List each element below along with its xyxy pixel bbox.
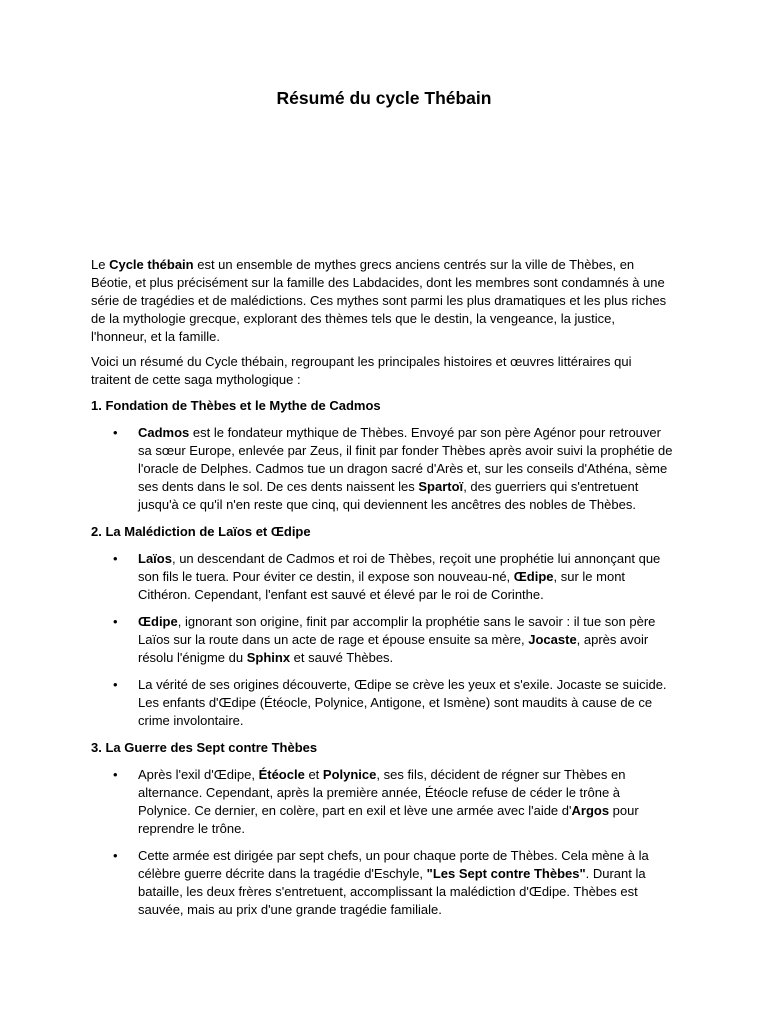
- text-run: , ses fils, décident de régner sur Thèbes en alternance. Cependant, après la première année, Étéocle refuse de céder le trône à Polynice. Ce dernier, en colère, part en exil et lève une armée avec l'aide d': [138, 767, 626, 818]
- text-run: est le fondateur mythique de Thèbes. Envoyé par son père Agénor pour retrouver sa sœur Europe, enlevée par Zeus, il finit par fonder Thèbes après avoir suivi la prophétie de l'oracle de Delphes. Cadmos tue un dragon sacré d'Arès et, sur les conseils d'Athéna, sème ses dents dans le sol. De ces dents naissent les: [138, 425, 673, 494]
- text-run: Après l'exil d'Œdipe,: [138, 767, 259, 782]
- section-heading: 1. Fondation de Thèbes et le Mythe de Cadmos: [91, 398, 381, 413]
- text-run: . Durant la bataille, les deux frères s'entretuent, accomplissant la malédiction d'Œdipe. Thèbes est sauvée, mais au prix d'une grande tragédie familiale.: [138, 866, 646, 917]
- list-item: [91, 550, 673, 604]
- text-run: pour reprendre le trône.: [138, 803, 639, 836]
- bullet-icon: •: [113, 425, 118, 440]
- bold-text: Cadmos: [138, 425, 190, 440]
- text-run: Cette armée est dirigée par sept chefs, un pour chaque porte de Thèbes. Cela mène à la célèbre guerre décrite dans la tragédie d'Eschyle,: [138, 848, 649, 881]
- intro-paragraph-2: Voici un résumé du Cycle thébain, regroupant les principales histoires et œuvres littéraires qui traitent de cette saga mythologique :: [91, 354, 632, 387]
- text-run: Le: [91, 257, 110, 272]
- section-heading: 2. La Malédiction de Laïos et Œdipe: [91, 524, 311, 539]
- list-item: [91, 613, 673, 667]
- bold-text: Spartoï: [418, 479, 464, 494]
- text-run: et: [304, 767, 323, 782]
- bullet-list: [91, 766, 673, 919]
- text-run: est un ensemble de mythes grecs anciens centrés sur la ville de Thèbes, en Béotie, et plus précisément sur la famille des Labdacides, dont les membres sont condamnés à une série de tragédies et de malédictions. Ces mythes sont parmi les plus dramatiques et les plus riches de la mythologie grecque, explorant des thèmes tels que le destin, la vengeance, la justice, l'honneur, et la famille.: [91, 257, 667, 344]
- text-run: La vérité de ses origines découverte, Œdipe se crève les yeux et s'exile. Jocaste se suicide. Les enfants d'Œdipe (Étéocle, Polynice, Antigone, et Ismène) sont maudits à cause de ce crime involontaire.: [138, 677, 667, 728]
- bold-text: Sphinx: [246, 650, 291, 665]
- text-run: , après avoir résolu l'énigme du: [138, 632, 649, 665]
- bullet-list: [91, 550, 673, 730]
- bold-text: Œdipe: [513, 569, 554, 584]
- bold-text: Polynice: [322, 767, 377, 782]
- bold-text: Laïos: [138, 551, 172, 566]
- bullet-icon: •: [113, 551, 118, 566]
- text-run: , ignorant son origine, finit par accomplir la prophétie sans le savoir : il tue son père Laïos sur la route dans un acte de rage et épouse ensuite sa mère,: [138, 614, 656, 647]
- section-heading: 3. La Guerre des Sept contre Thèbes: [91, 740, 318, 755]
- bullet-icon: •: [113, 848, 118, 863]
- bullet-icon: •: [113, 614, 118, 629]
- bullet-list: [91, 424, 673, 514]
- bold-text: Œdipe: [138, 614, 178, 629]
- bold-text: Jocaste: [528, 632, 577, 647]
- text-run: , des guerriers qui s'entretuent jusqu'à ce qu'il n'en reste que cinq, qui deviennent les ancêtres des nobles de Thèbes.: [138, 479, 639, 512]
- text-run: , sur le mont Cithéron. Cependant, l'enfant est sauvé et élevé par le roi de Corinthe.: [138, 569, 626, 602]
- intro-paragraph: [91, 256, 673, 346]
- document-body: [91, 256, 673, 928]
- bold-text: "Les Sept contre Thèbes": [426, 866, 586, 881]
- list-item: [91, 847, 673, 919]
- list-item: [91, 424, 673, 514]
- document-title: Résumé du cycle Thébain: [276, 88, 492, 108]
- text-run: , un descendant de Cadmos et roi de Thèbes, reçoit une prophétie lui annonçant que son fils le tuera. Pour éviter ce destin, il expose son nouveau-né,: [138, 551, 661, 584]
- bold-text: Cycle thébain: [109, 257, 194, 272]
- bold-text: Argos: [571, 803, 610, 818]
- bold-text: Étéocle: [258, 767, 305, 782]
- bullet-icon: •: [113, 767, 118, 782]
- list-item: [91, 766, 673, 838]
- text-run: et sauvé Thèbes.: [290, 650, 394, 665]
- bullet-icon: •: [113, 677, 118, 692]
- list-item: [91, 676, 673, 730]
